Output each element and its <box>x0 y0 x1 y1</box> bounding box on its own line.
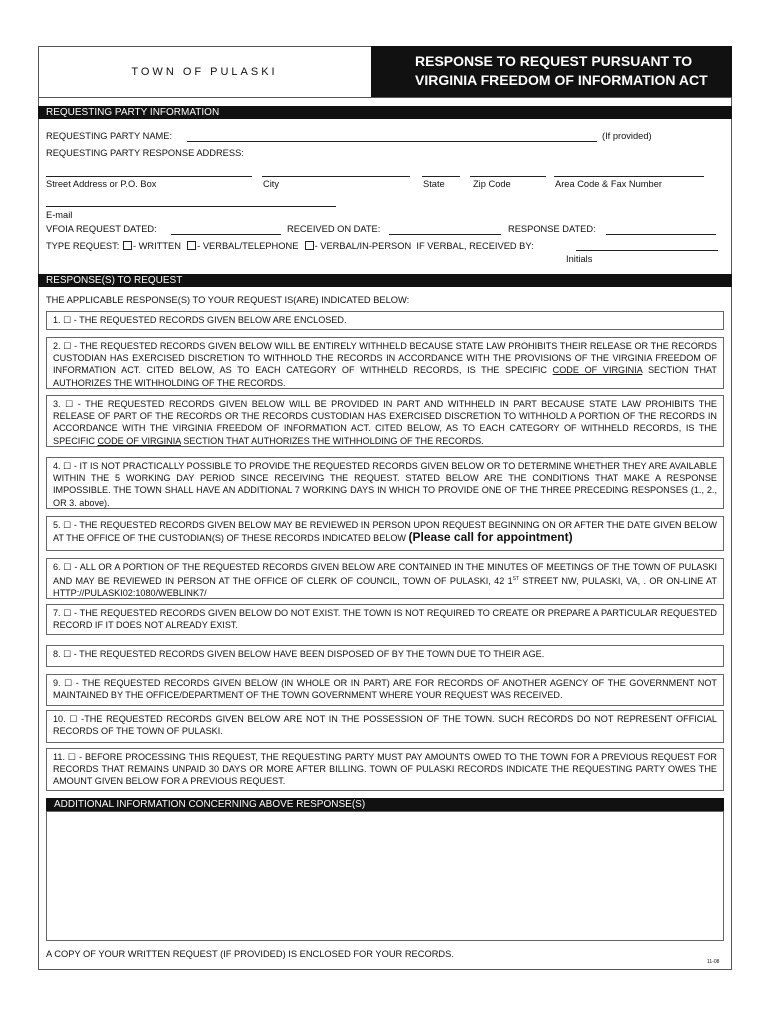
response-option-3[interactable] <box>46 395 724 447</box>
email-field[interactable] <box>46 206 336 207</box>
type-request-label: TYPE REQUEST: <box>46 241 120 251</box>
response-option-3-text: 3. ☐ - THE REQUESTED RECORDS GIVEN BELOW WILL BE PROVIDED IN PART AND WITHHELD IN PART BECAUSE STATE LAW PROHIBITS THE RELEASE OF PART OF THE RECORDS OR THE RECORDS CUSTODIAN HAS EXERCISED DISCRETION TO WITHHOLD A PORTION OF THE RECORDS IN ACCORDANCE WITH THE VIRGINIA FREEDOM OF INFORMATION ACT. CITED BELOW, AS TO EACH CATEGORY OF WITHHELD RECORDS, IS THE SPECIFIC <box>53 399 717 446</box>
request-dated-label: VFOIA REQUEST DATED: <box>46 224 157 234</box>
response-dated-label: RESPONSE DATED: <box>508 224 596 234</box>
written-label: - WRITTEN <box>132 241 181 251</box>
header-divider <box>38 97 732 98</box>
code-of-virginia-ref: CODE OF VIRGINIA <box>552 365 643 376</box>
zip-field[interactable] <box>470 176 546 177</box>
response-option-6[interactable] <box>46 558 724 599</box>
responses-section-bar: RESPONSE(S) TO REQUEST <box>38 274 732 287</box>
response-option-7[interactable]: 7. ☐ - THE REQUESTED RECORDS GIVEN BELOW DO NOT EXIST. THE TOWN IS NOT REQUIRED TO CREATE OR PREPARE A PARTICULAR REQUESTED RECORD IF IT DOES NOT ALREADY EXIST. <box>46 604 724 635</box>
verbal-phone-checkbox[interactable] <box>187 241 196 250</box>
response-option-11[interactable]: 11. ☐ - BEFORE PROCESSING THIS REQUEST, THE REQUESTING PARTY MUST PAY AMOUNTS OWED TO THE TOWN FOR A PREVIOUS REQUEST FOR RECORDS THAT REMAINS UNPAID 30 DAYS OR MORE AFTER BILLING. TOWN OF PULASKI RECORDS INDICATE THE REQUESTING PARTY OWES THE AMOUNT GIVEN BELOW FOR A PREVIOUS REQUEST. <box>46 748 724 791</box>
response-address-label: REQUESTING PARTY RESPONSE ADDRESS: <box>46 148 244 158</box>
received-date-label: RECEIVED ON DATE: <box>287 224 381 234</box>
street-field[interactable] <box>46 176 252 177</box>
form-title-line1: RESPONSE TO REQUEST PURSUANT TO <box>415 53 693 69</box>
response-option-5-text: 5. ☐ - THE REQUESTED RECORDS GIVEN BELOW MAY BE REVIEWED IN PERSON UPON REQUEST BEGINNING ON OR AFTER THE DATE GIVEN BELOW AT THE OFFICE OF THE CUSTODIAN(S) OF THESE RECORDS INDICATED BELOW <box>53 520 717 544</box>
state-label: State <box>423 179 445 189</box>
response-option-2-text: 2. ☐ - THE REQUESTED RECORDS GIVEN BELOW WILL BE ENTIRELY WITHHELD BECAUSE STATE LAW PROHIBITS THEIR RELEASE OR THE RECORDS CUSTODIAN HAS EXERCISED DISCRETION TO WITHHOLD THE RECORDS IN ACCORDANCE WITH THE PROVISIONS OF THE VIRGINIA FREEDOM OF INFORMATION ACT. CITED BELOW, AS TO EACH CATEGORY OF WITHHELD RECORDS, IS THE SPECIFIC <box>53 341 717 376</box>
response-option-2[interactable] <box>46 337 724 389</box>
code-of-virginia-ref: CODE OF VIRGINIA <box>97 435 181 446</box>
request-dated-field[interactable] <box>171 234 281 235</box>
response-option-3-tail: SECTION THAT AUTHORIZES THE WITHHOLDING OF THE RECORDS. <box>180 435 484 446</box>
response-option-4[interactable]: 4. ☐ - IT IS NOT PRACTICALLY POSSIBLE TO PROVIDE THE REQUESTED RECORDS GIVEN BELOW OR TO DETERMINE WHETHER THEY ARE AVAILABLE WITHIN THE 5 WORKING DAY PERIOD SINCE RECEIVING THE REQUEST. STATED BELOW ARE THE CONDITIONS THAT MAKE A RESPONSE IMPOSSIBLE. THE TOWN SHALL HAVE AN ADDITIONAL 7 WORKING DAYS IN WHICH TO PROVIDE ONE OF THE THREE PRECEDING RESPONSES (1., 2., OR 3. above). <box>46 457 724 509</box>
response-option-1[interactable]: 1. ☐ - THE REQUESTED RECORDS GIVEN BELOW ARE ENCLOSED. <box>46 311 724 330</box>
town-name: TOWN OF PULASKI <box>131 66 278 78</box>
street-label: Street Address or P.O. Box <box>46 179 157 189</box>
if-provided-label: (If provided) <box>602 131 652 141</box>
response-option-9[interactable]: 9. ☐ - THE REQUESTED RECORDS GIVEN BELOW (IN WHOLE OR IN PART) ARE FOR RECORDS OF ANOTHER AGENCY OF THE GOVERNMENT NOT MAINTAINED BY THE OFFICE/DEPARTMENT OF THE TOWN GOVERNMENT WHERE YOUR REQUEST WAS RECEIVED. <box>46 674 724 706</box>
initials-label: Initials <box>566 254 593 264</box>
response-option-6-tail: STREET NW, PULASKI, VA, . OR ON-LINE AT HTTP://PULASKI02:1080/WEBLINK7/ <box>53 576 717 599</box>
written-checkbox[interactable] <box>123 241 132 250</box>
party-name-field[interactable] <box>187 141 597 142</box>
appointment-note: (Please call for appointment) <box>408 530 573 545</box>
city-label: City <box>263 179 280 189</box>
received-by-field[interactable] <box>576 250 718 251</box>
if-verbal-label: IF VERBAL, RECEIVED BY: <box>416 241 534 251</box>
ordinal-superscript: ST <box>512 576 520 583</box>
enclosed-copy-note: A COPY OF YOUR WRITTEN REQUEST (IF PROVIDED) IS ENCLOSED FOR YOUR RECORDS. <box>46 949 454 959</box>
received-date-field[interactable] <box>389 234 501 235</box>
type-request-row <box>46 240 534 252</box>
party-name-label: REQUESTING PARTY NAME: <box>46 131 173 141</box>
verbal-in-person-checkbox[interactable] <box>305 241 314 250</box>
state-field[interactable] <box>422 176 460 177</box>
response-option-5[interactable] <box>46 516 724 551</box>
requesting-section-bar: REQUESTING PARTY INFORMATION <box>38 106 732 119</box>
fax-field[interactable] <box>554 176 704 177</box>
verbal-phone-label: - VERBAL/TELEPHONE <box>197 241 299 251</box>
form-revision-code: 11-08 <box>707 959 720 965</box>
form-title-line2: VIRGINIA FREEDOM OF INFORMATION ACT <box>415 72 708 88</box>
additional-info-area[interactable] <box>46 811 724 941</box>
email-label: E-mail <box>46 210 73 220</box>
form-title <box>371 46 732 98</box>
responses-intro: THE APPLICABLE RESPONSE(S) TO YOUR REQUEST IS(ARE) INDICATED BELOW: <box>46 295 410 305</box>
response-option-2-tail: SECTION THAT AUTHORIZES THE WITHHOLDING OF THE RECORDS. <box>53 365 717 388</box>
zip-label: Zip Code <box>473 179 511 189</box>
response-option-10[interactable]: 10. ☐ -THE REQUESTED RECORDS GIVEN BELOW ARE NOT IN THE POSSESSION OF THE TOWN. SUCH RECORDS DO NOT REPRESENT OFFICIAL RECORDS OF THE TOWN OF PULASKI. <box>46 710 724 743</box>
response-dated-field[interactable] <box>606 234 716 235</box>
response-option-8[interactable]: 8. ☐ - THE REQUESTED RECORDS GIVEN BELOW HAVE BEEN DISPOSED OF BY THE TOWN DUE TO THEIR AGE. <box>46 645 724 667</box>
city-field[interactable] <box>262 176 410 177</box>
verbal-in-person-label: - VERBAL/IN-PERSON <box>314 241 412 251</box>
fax-label: Area Code & Fax Number <box>555 179 662 189</box>
additional-section-bar: ADDITIONAL INFORMATION CONCERNING ABOVE RESPONSE(S) <box>46 798 724 811</box>
response-option-6-text: 6. ☐ - ALL OR A PORTION OF THE REQUESTED RECORDS GIVEN BELOW ARE CONTAINED IN THE MINUTES OF MEETINGS OF THE TOWN OF PULASKI AND MAY BE REVIEWED IN PERSON AT THE OFFICE OF CLERK OF COUNCIL, TOWN OF PULASKI, 42 1 <box>53 562 717 587</box>
